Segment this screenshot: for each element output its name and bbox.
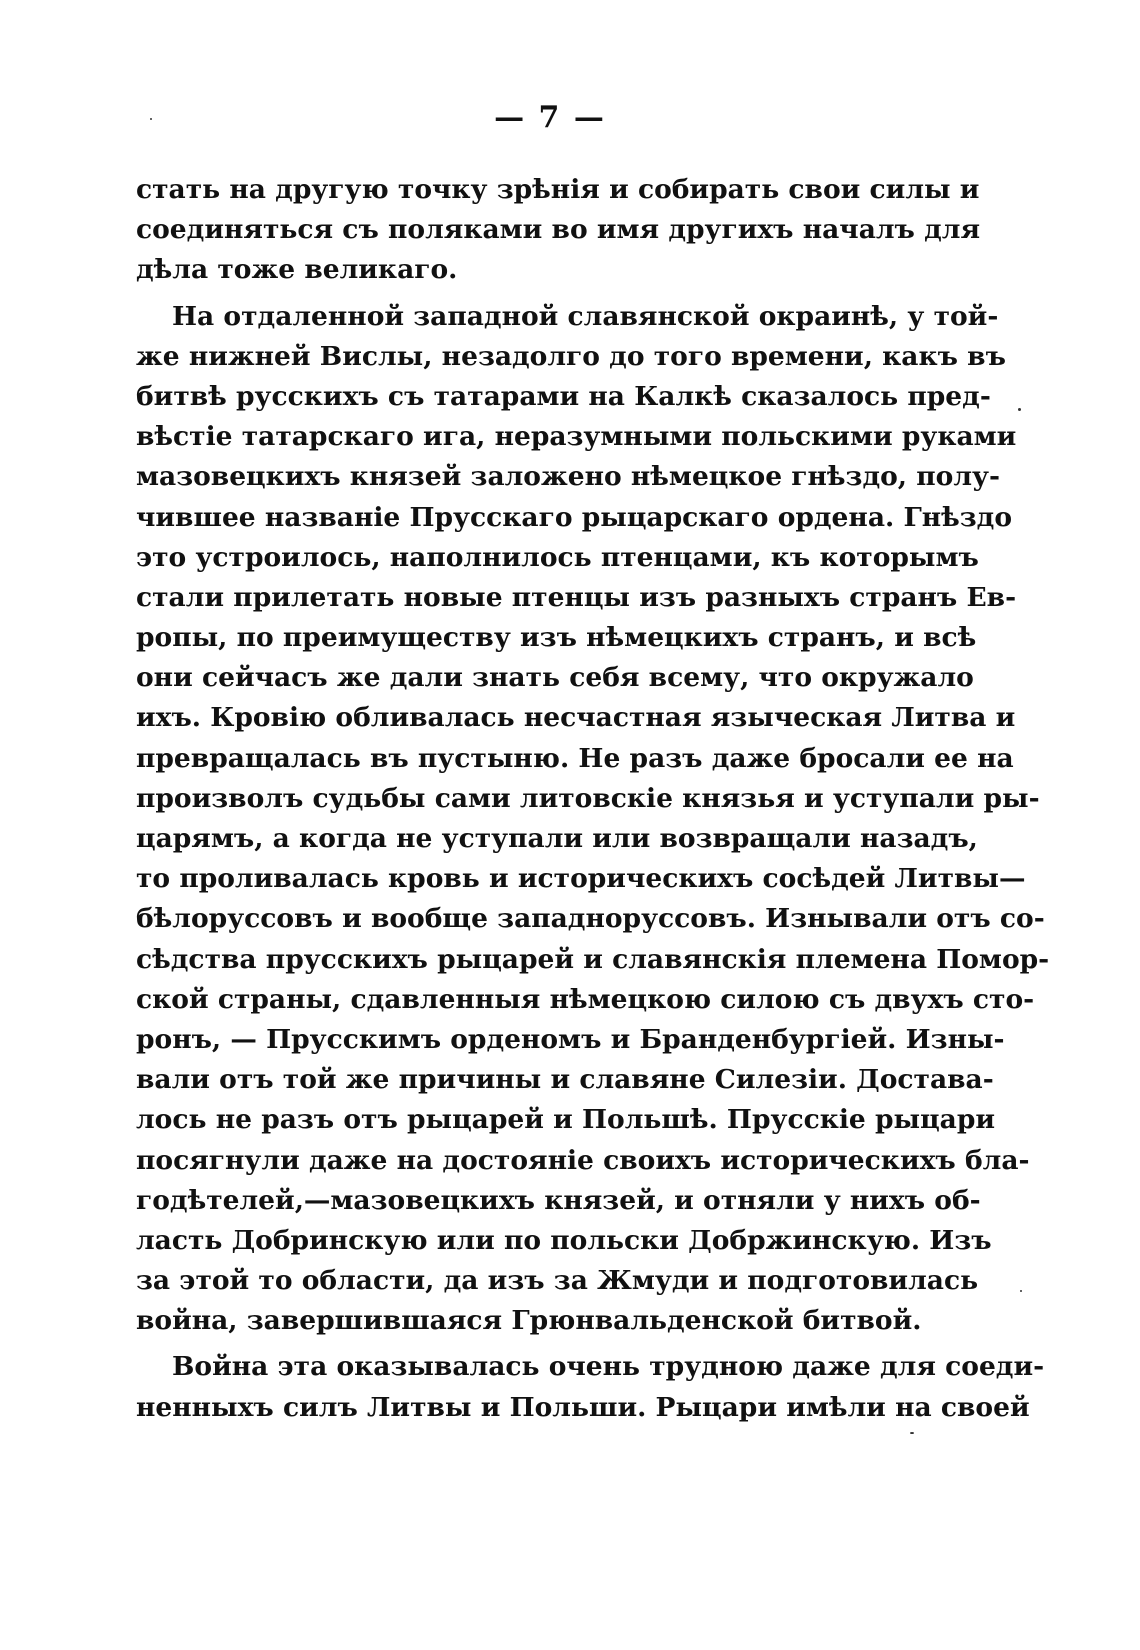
text-line: стали прилетать новые птенцы изъ разныхъ странъ Ев- [136, 581, 1017, 613]
text-line: ненныхъ силъ Литвы и Польши. Рыцари имѣли на своей [136, 1391, 1030, 1423]
text-line: царямъ, а когда не уступали или возвращали назадъ, [136, 823, 978, 854]
text-line: за этой то области, да изъ за Жмуди и подготовилась [136, 1265, 979, 1297]
page-number: — 7 — [494, 100, 606, 135]
text-line: они сейчасъ же дали знать себя всему, что окружало [136, 662, 974, 694]
text-line: битвѣ русскихъ съ татарами на Калкѣ сказалось пред- [136, 380, 991, 412]
text-line: мазовецкихъ князей заложено нѣмецкое гнѣздо, полу- [136, 461, 1000, 493]
text-line: же нижней Вислы, незадолго до того времени, какъ въ [136, 340, 1006, 372]
text-line: Война эта оказывалась очень трудною даже для соеди- [172, 1351, 1045, 1383]
text-line: вали отъ той же причины и славяне Силезіи. Достава- [136, 1064, 994, 1096]
text-line: годѣтелей,—мазовецкихъ князей, и отняли у нихъ об- [136, 1184, 981, 1216]
scan-speck [1018, 408, 1021, 411]
paragraph-3 [136, 1347, 1045, 1427]
text-line: произволъ судьбы сами литовскіе князья и уступали ры- [136, 782, 1040, 814]
scan-speck [1020, 1290, 1022, 1292]
text-line: то проливалась кровь и историческихъ сосѣдей Литвы— [136, 863, 1026, 895]
text-line: превращалась въ пустыню. Не разъ даже бросали ее на [136, 742, 1014, 774]
text-line: дѣла тоже великаго. [136, 254, 458, 286]
paragraph-1 [136, 170, 981, 291]
paragraph-2 [136, 297, 1050, 1342]
text-line: вѣстіе татарскаго ига, неразумными польскими руками [136, 421, 1017, 453]
text-line: война, завершившаяся Грюнвальденской битвой. [136, 1305, 922, 1337]
text-line: ронъ, — Прусскимъ орденомъ и Бранденбургіей. Изны- [136, 1023, 1005, 1055]
text-line: ской страны, сдавленныя нѣмецкою силою съ двухъ сто- [136, 983, 1035, 1015]
body-text [136, 170, 1050, 1428]
text-line: ропы, по преимуществу изъ нѣмецкихъ странъ, и всѣ [136, 622, 977, 654]
text-line: бѣлоруссовъ и вообще западноруссовъ. Изнывали отъ со- [136, 903, 1045, 935]
text-line: чившее названіе Прусскаго рыцарскаго ордена. Гнѣздо [136, 501, 1013, 533]
text-line: На отдаленной западной славянской окраинѣ, у той- [172, 300, 999, 332]
text-line: стать на другую точку зрѣнія и собирать свои силы и [136, 174, 980, 205]
text-line: соединяться съ поляками во имя другихъ началъ для [136, 214, 981, 246]
text-line: лось не разъ отъ рыцарей и Польшѣ. Прусскіе рыцари [136, 1104, 996, 1136]
scan-speck [150, 118, 152, 120]
text-line: посягнули даже на достояніе своихъ историческихъ бла- [136, 1144, 1030, 1176]
text-line: сѣдства прусскихъ рыцарей и славянскія племена Помор- [136, 943, 1050, 975]
text-line: ихъ. Кровію обливалась несчастная языческая Литва и [136, 702, 1016, 734]
text-line: ласть Добринскую или по польски Добржинскую. Изъ [136, 1224, 992, 1256]
text-line: это устроилось, наполнилось птенцами, къ которымъ [136, 541, 979, 573]
scan-speck [910, 1432, 914, 1434]
